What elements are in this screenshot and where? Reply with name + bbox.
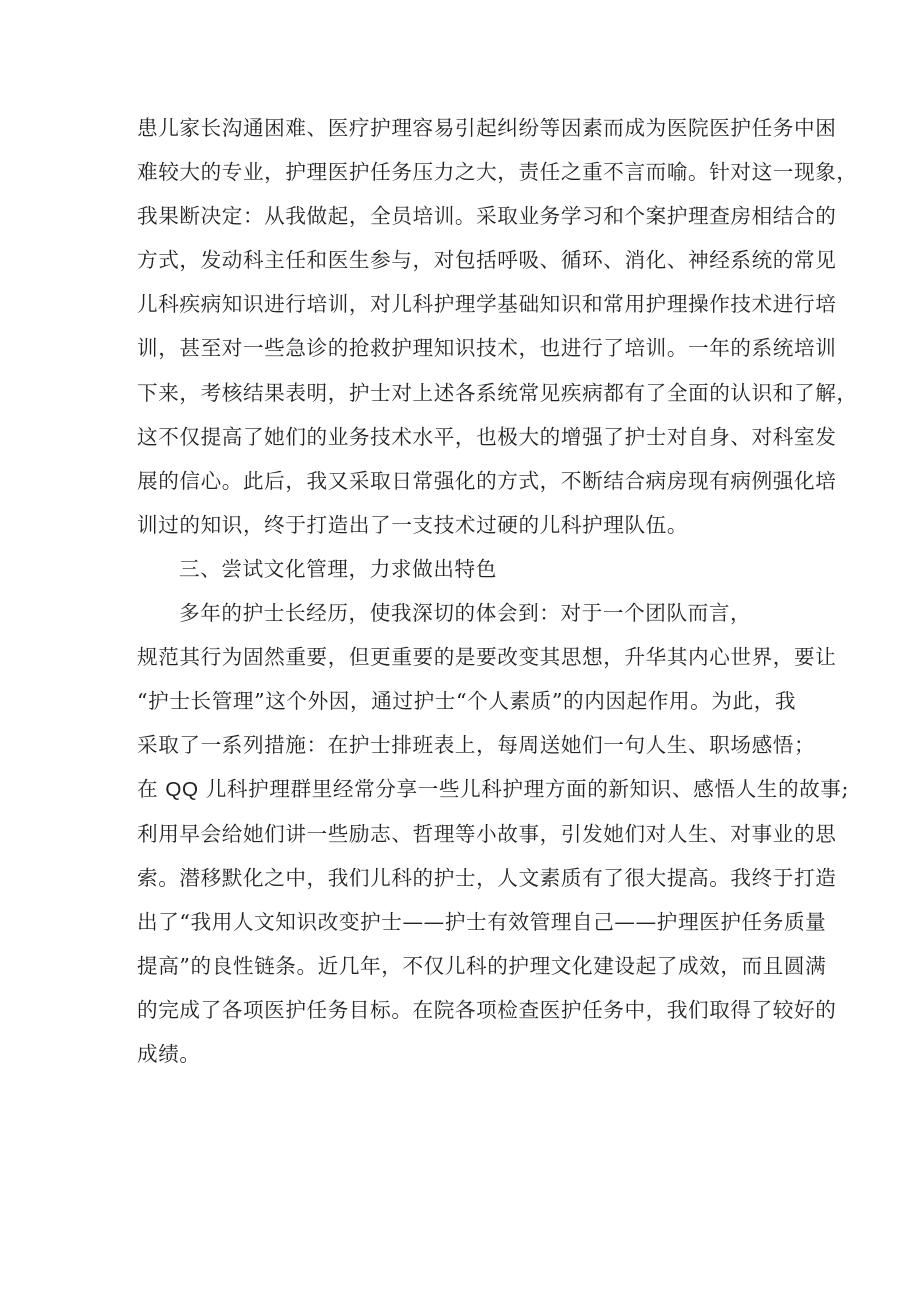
text-line: “护士长管理”这个外因，通过护士“个人素质”的内因起作用。为此，我 <box>137 689 797 714</box>
section-heading: 三、尝试文化管理，力求做出特色 <box>179 556 497 581</box>
qq-text: QQ <box>165 778 199 802</box>
text-line: 儿科疾病知识进行培训，对儿科护理学基础知识和常用护理操作技术进行培 <box>137 292 837 317</box>
text-line: 索。潜移默化之中，我们儿科的护士，人文素质有了很大提高。我终于打造 <box>137 865 837 890</box>
text-fragment: 儿科护理群里经常分享一些儿科护理方面的新知识、感悟人生的故事; <box>198 777 850 802</box>
text-line: 患儿家长沟通困难、医疗护理容易引起纠纷等因素而成为医院医护任务中困 <box>137 116 837 140</box>
paragraph-culture-management <box>137 591 850 1076</box>
text-line: 成绩。 <box>137 1041 201 1066</box>
text-line: 难较大的专业，护理医护任务压力之大，责任之重不言而喻。针对这一现象， <box>137 160 858 185</box>
text-line: 规范其行为固然重要，但更重要的是要改变其思想，升华其内心世界，要让 <box>137 645 837 670</box>
text-line: 的完成了各项医护任务目标。在院各项检查医护任务中，我们取得了较好的 <box>137 997 837 1022</box>
text-line: 提高”的良性链条。近几年，不仅儿科的护理文化建设起了成效，而且圆满 <box>137 953 827 978</box>
text-line: 利用早会给她们讲一些励志、哲理等小故事，引发她们对人生、对事业的思 <box>137 821 837 846</box>
text-line: 训过的知识，终于打造出了一支技术过硬的儿科护理队伍。 <box>137 512 689 537</box>
document-page <box>137 106 858 1076</box>
text-line: 下来，考核结果表明，护士对上述各系统常见疾病都有了全面的认识和了解， <box>137 380 858 405</box>
text-line-first: 多年的护士长经历，使我深切的体会到：对于一个团队而言， <box>179 601 752 626</box>
text-line: 我果断决定：从我做起，全员培训。采取业务学习和个案护理查房相结合的 <box>137 204 837 229</box>
text-line: 训，甚至对一些急诊的抢救护理知识技术，也进行了培训。一年的系统培训 <box>137 336 837 361</box>
text-line-qq <box>137 767 850 811</box>
text-line: 这不仅提高了她们的业务技术水平，也极大的增强了护士对自身、对科室发 <box>137 424 837 449</box>
text-line: 方式，发动科主任和医生参与，对包括呼吸、循环、消化、神经系统的常见 <box>137 248 837 273</box>
paragraph-training <box>137 106 858 547</box>
text-line: 采取了一系列措施：在护士排班表上，每周送她们一句人生、职场感悟； <box>137 733 816 758</box>
text-fragment: 在 <box>137 777 166 802</box>
text-line: 展的信心。此后，我又采取日常强化的方式，不断结合病房现有病例强化培 <box>137 468 837 493</box>
text-line: 出了“我用人文知识改变护士——护士有效管理自己——护理医护任务质量 <box>137 909 827 934</box>
